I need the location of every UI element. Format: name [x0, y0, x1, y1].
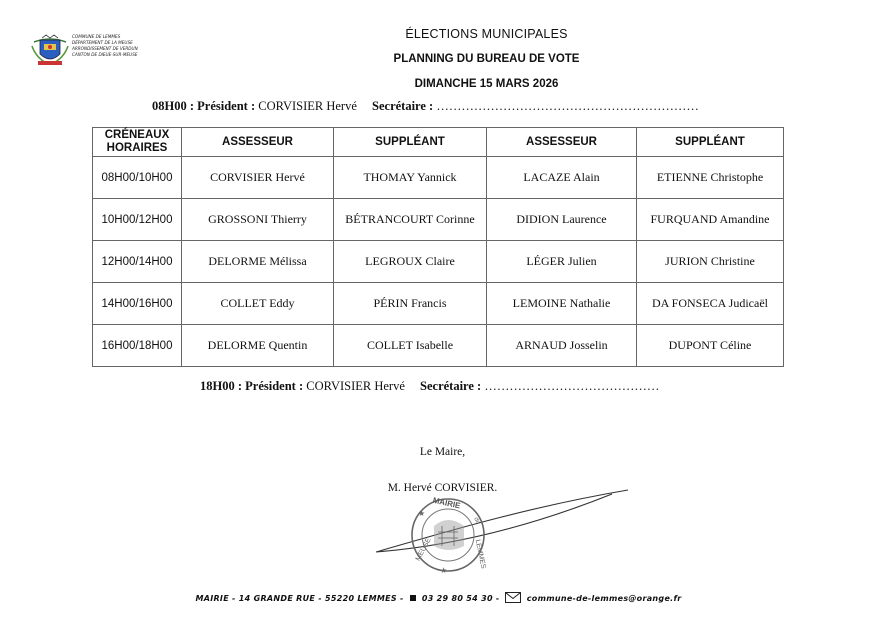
- substitute-cell: ETIENNE Christophe: [637, 157, 784, 199]
- svg-text:MEUSE: MEUSE: [414, 536, 433, 563]
- phone-icon: [410, 595, 416, 601]
- opening-president-label: Président :: [197, 99, 256, 113]
- time-slot: 08H00/10H00: [93, 157, 182, 199]
- time-slot: 10H00/12H00: [93, 199, 182, 241]
- svg-text:LEMMES: LEMMES: [473, 539, 487, 570]
- assessor-cell: COLLET Eddy: [182, 283, 334, 325]
- substitute-cell: LEGROUX Claire: [334, 241, 487, 283]
- col-header-substitute: SUPPLÉANT: [637, 128, 784, 157]
- svg-text:★: ★: [440, 566, 448, 575]
- assessor-cell: DELORME Mélissa: [182, 241, 334, 283]
- footer-phone: 03 29 80 54 30 -: [421, 594, 500, 603]
- opening-officers-line: [152, 99, 699, 114]
- substitute-cell: COLLET Isabelle: [334, 325, 487, 367]
- assessor-cell: LÉGER Julien: [487, 241, 637, 283]
- mayor-role: Le Maire,: [419, 446, 466, 458]
- substitute-cell: DA FONSECA Judicaël: [637, 283, 784, 325]
- assessor-cell: DELORME Quentin: [182, 325, 334, 367]
- substitute-cell: PÉRIN Francis: [334, 283, 487, 325]
- svg-text:MAIRIE: MAIRIE: [431, 495, 462, 511]
- assessor-cell: ARNAUD Josselin: [487, 325, 637, 367]
- svg-text:★: ★: [418, 509, 426, 518]
- closing-time: 18H00 :: [200, 379, 243, 393]
- schedule-table: [92, 127, 784, 367]
- mayor-stamp-signature: [372, 486, 634, 578]
- commune-line: DÉPARTEMENT DE LA MEUSE: [72, 40, 133, 45]
- substitute-cell: DUPONT Céline: [637, 325, 784, 367]
- substitute-cell: JURION Christine: [637, 241, 784, 283]
- closing-officers-line: [200, 379, 659, 394]
- assessor-cell: DIDION Laurence: [487, 199, 637, 241]
- table-row: [93, 241, 784, 283]
- col-header-substitute: SUPPLÉANT: [334, 128, 487, 157]
- footer-contact: [0, 592, 877, 603]
- page-subtitle: PLANNING DU BUREAU DE VOTE: [393, 53, 580, 65]
- table-row: [93, 199, 784, 241]
- assessor-cell: GROSSONI Thierry: [182, 199, 334, 241]
- opening-president-name: CORVISIER Hervé: [258, 99, 357, 113]
- table-row: [93, 325, 784, 367]
- election-date: DIMANCHE 15 MARS 2026: [414, 78, 559, 90]
- substitute-cell: THOMAY Yannick: [334, 157, 487, 199]
- time-slot: 14H00/16H00: [93, 283, 182, 325]
- time-slot: 16H00/18H00: [93, 325, 182, 367]
- opening-secretary-label: Secrétaire :: [372, 99, 434, 113]
- assessor-cell: LACAZE Alain: [487, 157, 637, 199]
- closing-president-name: CORVISIER Hervé: [306, 379, 405, 393]
- substitute-cell: FURQUAND Amandine: [637, 199, 784, 241]
- time-slot: 12H00/14H00: [93, 241, 182, 283]
- page-title: ÉLECTIONS MUNICIPALES: [405, 27, 568, 41]
- mayor-name: M. Hervé CORVISIER.: [387, 482, 498, 494]
- footer-address: MAIRIE - 14 GRANDE RUE - 55220 LEMMES -: [195, 594, 404, 603]
- closing-secretary-dots: ……………………………………: [484, 379, 660, 393]
- opening-secretary-dots: ………………………………………………………: [436, 99, 699, 113]
- commune-line: ARRONDISSEMENT DE VERDUN: [72, 46, 138, 51]
- commune-line: COMMUNE DE LEMMES: [72, 34, 121, 39]
- col-header-slots: CRÉNEAUX HORAIRES: [93, 128, 182, 157]
- commune-line: CANTON DE DIEUE-SUR-MEUSE: [72, 52, 138, 57]
- table-row: [93, 283, 784, 325]
- closing-president-label: Président :: [245, 379, 304, 393]
- col-header-assessor: ASSESSEUR: [182, 128, 334, 157]
- svg-text:de: de: [472, 516, 481, 526]
- assessor-cell: LEMOINE Nathalie: [487, 283, 637, 325]
- assessor-cell: CORVISIER Hervé: [182, 157, 334, 199]
- col-header-assessor: ASSESSEUR: [487, 128, 637, 157]
- table-header-row: [93, 128, 784, 157]
- substitute-cell: BÉTRANCOURT Corinne: [334, 199, 487, 241]
- table-row: [93, 157, 784, 199]
- envelope-icon: [505, 592, 521, 603]
- opening-time: 08H00 :: [152, 99, 195, 113]
- closing-secretary-label: Secrétaire :: [420, 379, 482, 393]
- footer-email[interactable]: commune-de-lemmes@orange.fr: [526, 594, 682, 603]
